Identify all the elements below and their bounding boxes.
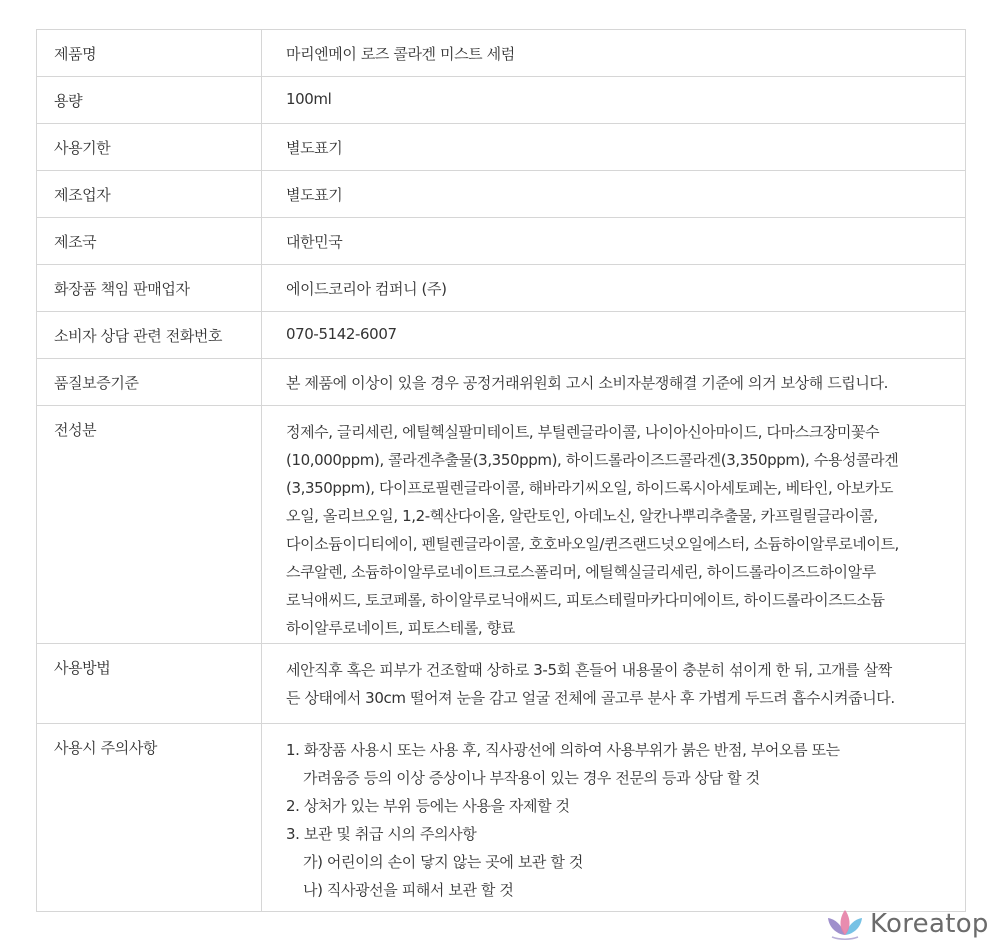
- ingredients-line: 로닉애씨드, 토코페롤, 하이알루로닉애씨드, 피토스테릴마카다미에이트, 하이드롤라이즈드소듐: [286, 591, 885, 609]
- ingredients-line: 다이소듐이디티에이, 펜틸렌글라이콜, 호호바오일/퀸즈랜드넛오일에스터, 소듐하이알루로네이트,: [286, 535, 899, 553]
- value-seller: 에이드코리아 컴퍼니 (주): [262, 265, 966, 312]
- row-phone: [37, 312, 966, 359]
- value-manufacturer: 별도표기: [262, 171, 966, 218]
- value-ingredients: [262, 406, 966, 644]
- value-phone: 070-5142-6007: [262, 312, 966, 359]
- caution-line: 1. 화장품 사용시 또는 사용 후, 직사광선에 의하여 사용부위가 붉은 반점, 부어오름 또는: [286, 741, 840, 759]
- value-usage: [262, 644, 966, 724]
- row-seller: [37, 265, 966, 312]
- product-info-table: [36, 29, 966, 912]
- row-usage: [37, 644, 966, 724]
- row-product-name: [37, 30, 966, 77]
- row-volume: [37, 77, 966, 124]
- usage-line: 든 상태에서 30cm 떨어져 눈을 감고 얼굴 전체에 골고루 분사 후 가볍게 두드려 흡수시켜줍니다.: [286, 689, 895, 707]
- lotus-logo-icon: [826, 907, 864, 941]
- ingredients-line: (10,000ppm), 콜라겐추출물(3,350ppm), 하이드롤라이즈드콜라겐(3,350ppm), 수용성콜라겐: [286, 451, 899, 469]
- value-expiry: 별도표기: [262, 124, 966, 171]
- label-seller: 화장품 책임 판매업자: [37, 265, 262, 312]
- row-ingredients: [37, 406, 966, 644]
- caution-line: 가) 어린이의 손이 닿지 않는 곳에 보관 할 것: [303, 853, 583, 871]
- value-caution: [262, 724, 966, 912]
- label-quality: 품질보증기준: [37, 359, 262, 406]
- row-caution: [37, 724, 966, 912]
- value-quality-text: 본 제품에 이상이 있을 경우 공정거래위원회 고시 소비자분쟁해결 기준에 의거 보상해 드립니다.: [286, 374, 888, 392]
- usage-line: 세안직후 혹은 피부가 건조할때 상하로 3-5회 흔들어 내용물이 충분히 섞이게 한 뒤, 고개를 살짝: [286, 661, 892, 679]
- value-product-name: 마리엔메이 로즈 콜라겐 미스트 세럼: [262, 30, 966, 77]
- ingredients-line: (3,350ppm), 다이프로필렌글라이콜, 해바라기씨오일, 하이드록시아세토페논, 베타인, 아보카도: [286, 479, 894, 497]
- caution-line: 2. 상처가 있는 부위 등에는 사용을 자제할 것: [286, 797, 570, 815]
- label-country: 제조국: [37, 218, 262, 265]
- caution-line: 3. 보관 및 취급 시의 주의사항: [286, 825, 477, 843]
- label-caution: 사용시 주의사항: [37, 724, 262, 912]
- label-manufacturer: 제조업자: [37, 171, 262, 218]
- label-product-name: 제품명: [37, 30, 262, 77]
- brand-watermark: [826, 905, 992, 943]
- ingredients-line: 스쿠알렌, 소듐하이알루로네이트크로스폴리머, 에틸헥실글리세린, 하이드롤라이즈드하이알루: [286, 563, 876, 581]
- label-usage: 사용방법: [37, 644, 262, 724]
- row-country: [37, 218, 966, 265]
- row-manufacturer: [37, 171, 966, 218]
- ingredients-line: 정제수, 글리세린, 에틸헥실팔미테이트, 부틸렌글라이콜, 나이아신아마이드, 다마스크장미꽃수: [286, 423, 880, 441]
- brand-name: Koreatop: [870, 909, 989, 939]
- caution-line: 나) 직사광선을 피해서 보관 할 것: [303, 881, 514, 899]
- value-quality: [262, 359, 966, 406]
- ingredients-line: 하이알루로네이트, 피토스테롤, 향료: [286, 619, 515, 637]
- label-ingredients: 전성분: [37, 406, 262, 644]
- label-expiry: 사용기한: [37, 124, 262, 171]
- value-volume: 100ml: [262, 77, 966, 124]
- value-country: 대한민국: [262, 218, 966, 265]
- caution-line: 가려움증 등의 이상 증상이나 부작용이 있는 경우 전문의 등과 상담 할 것: [303, 769, 760, 787]
- label-volume: 용량: [37, 77, 262, 124]
- row-quality: [37, 359, 966, 406]
- ingredients-line: 오일, 올리브오일, 1,2-헥산다이올, 알란토인, 아데노신, 알칸나뿌리추출물, 카프릴릴글라이콜,: [286, 507, 878, 525]
- row-expiry: [37, 124, 966, 171]
- label-phone: 소비자 상담 관련 전화번호: [37, 312, 262, 359]
